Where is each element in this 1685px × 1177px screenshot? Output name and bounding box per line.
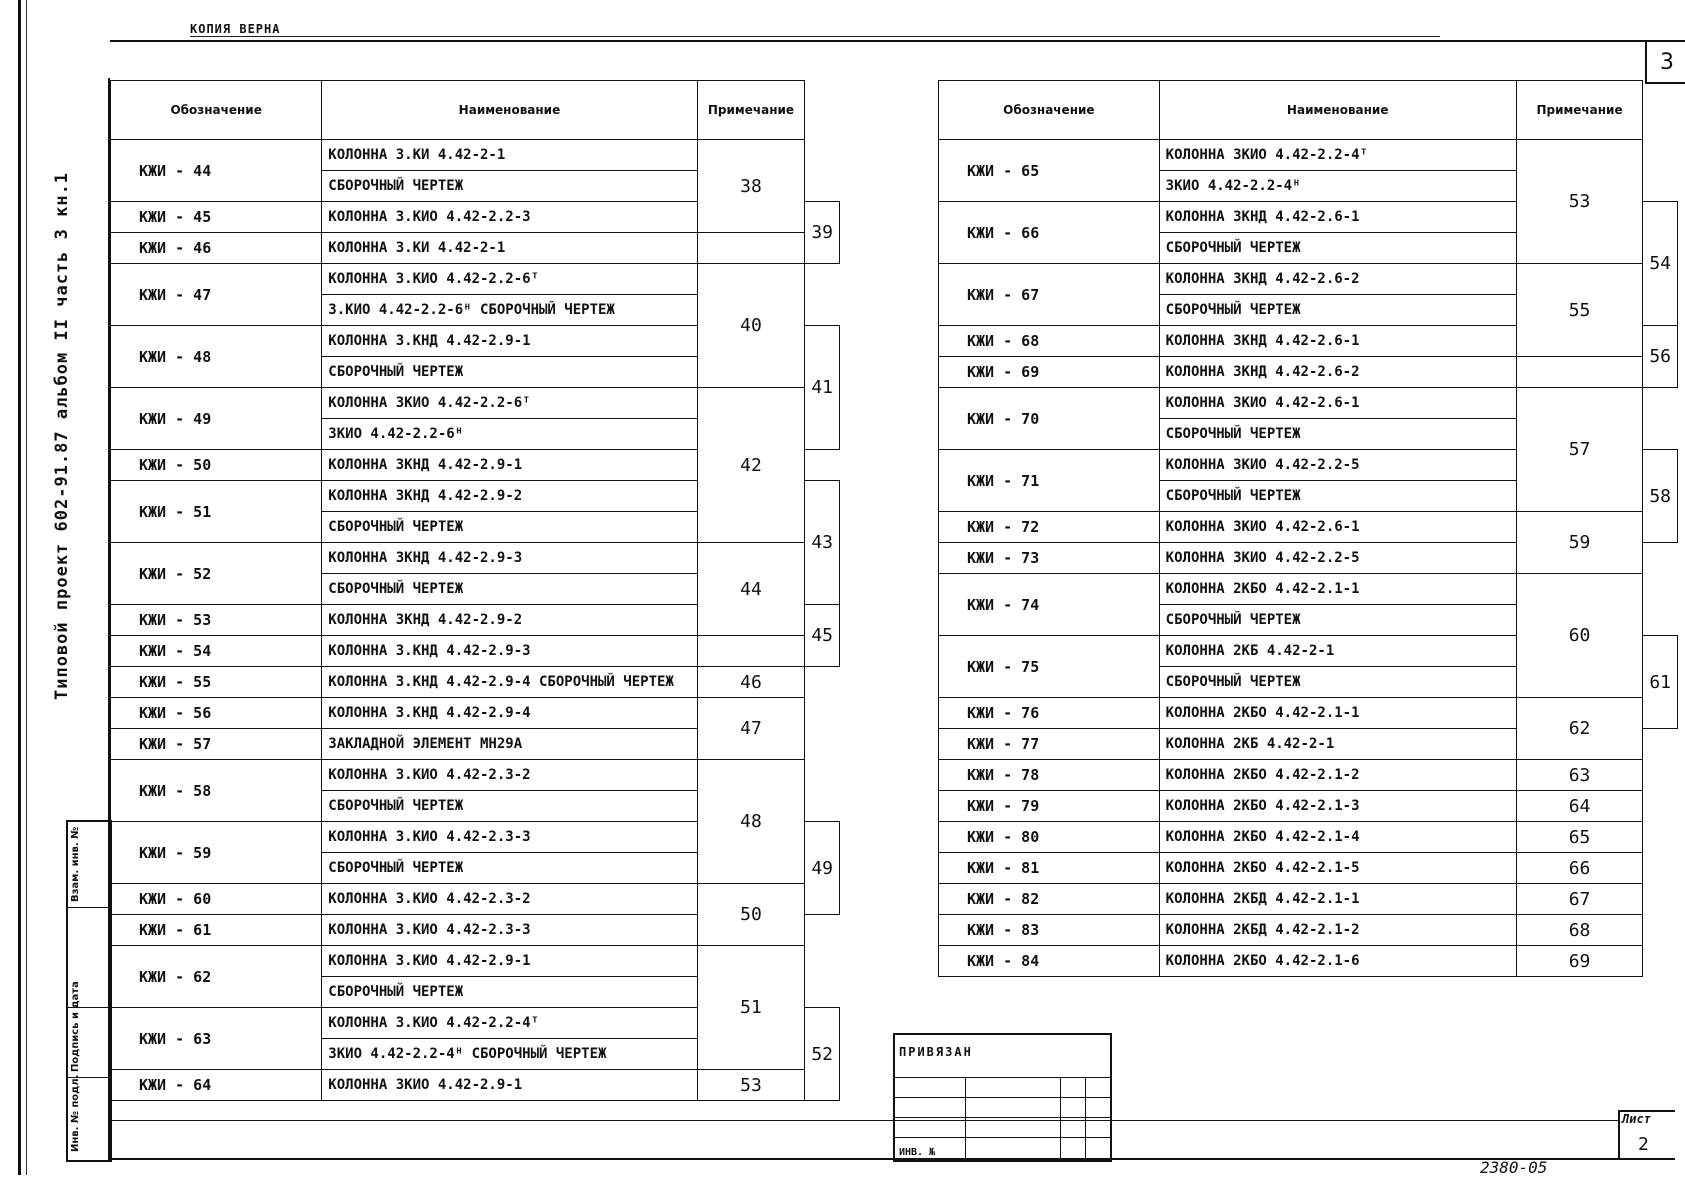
name-cell: СБОРОЧНЫЙ ЧЕРТЕЖ <box>322 357 697 388</box>
table-row <box>111 388 840 419</box>
name-cell: КОЛОННА 3КИО 4.42-2.9-1 <box>322 1070 697 1101</box>
note-cell: 39 <box>805 202 840 264</box>
name-cell: КОЛОННА 3КИО 4.42-2.2-6ᵀ <box>322 388 697 419</box>
designation-cell: КЖИ - 47 <box>111 264 322 326</box>
header-designation: Обозначение <box>111 81 322 140</box>
note-cell: 64 <box>1516 791 1643 822</box>
header-name: Наименование <box>1159 81 1516 140</box>
name-cell: СБОРОЧНЫЙ ЧЕРТЕЖ <box>322 977 697 1008</box>
note-cell: 61 <box>1643 636 1678 729</box>
name-cell: СБОРОЧНЫЙ ЧЕРТЕЖ <box>1159 295 1516 326</box>
note-cell: 59 <box>1516 512 1643 574</box>
name-cell: КОЛОННА 3КИО 4.42-2.6-1 <box>1159 512 1516 543</box>
note-cell: 58 <box>1643 450 1678 543</box>
designation-cell: КЖИ - 52 <box>111 543 322 605</box>
table-row <box>939 946 1678 977</box>
name-cell: СБОРОЧНЫЙ ЧЕРТЕЖ <box>322 512 697 543</box>
name-cell: СБОРОЧНЫЙ ЧЕРТЕЖ <box>1159 233 1516 264</box>
designation-cell: КЖИ - 79 <box>939 791 1160 822</box>
page-number: 3 <box>1645 40 1685 84</box>
note-cell: 41 <box>805 326 840 450</box>
designation-cell: КЖИ - 60 <box>111 884 322 915</box>
note-cell: 51 <box>697 946 805 1070</box>
designation-cell: КЖИ - 53 <box>111 605 322 636</box>
designation-cell: КЖИ - 57 <box>111 729 322 760</box>
sheet-number-box <box>1618 1110 1675 1160</box>
attachment-stamp <box>893 1033 1112 1162</box>
name-cell: КОЛОННА 3.КИО 4.42-2.2-6ᵀ <box>322 264 697 295</box>
table-row <box>111 884 840 915</box>
table-row <box>939 264 1678 295</box>
note-cell: 48 <box>697 760 805 884</box>
note-cell: 53 <box>1516 140 1643 264</box>
name-cell: КОЛОННА 3.КИО 4.42-2.3-2 <box>322 760 697 791</box>
designation-cell: КЖИ - 72 <box>939 512 1160 543</box>
designation-cell: КЖИ - 69 <box>939 357 1160 388</box>
table-row <box>939 140 1678 171</box>
table-row <box>111 667 840 698</box>
table-row <box>111 946 840 977</box>
name-cell: КОЛОННА 2КБО 4.42-2.1-1 <box>1159 698 1516 729</box>
table-row <box>111 264 840 295</box>
designation-cell: КЖИ - 59 <box>111 822 322 884</box>
designation-cell: КЖИ - 58 <box>111 760 322 822</box>
table-row <box>111 760 840 791</box>
note-cell: 38 <box>697 140 805 233</box>
designation-cell: КЖИ - 50 <box>111 450 322 481</box>
note-cell: 62 <box>1516 698 1643 760</box>
table-row <box>111 233 840 264</box>
name-cell: СБОРОЧНЫЙ ЧЕРТЕЖ <box>322 171 697 202</box>
designation-cell: КЖИ - 82 <box>939 884 1160 915</box>
name-cell: СБОРОЧНЫЙ ЧЕРТЕЖ <box>322 791 697 822</box>
side-stamp-label-replace: Взам. инв. № <box>70 826 81 902</box>
name-cell: КОЛОННА 2КБО 4.42-2.1-1 <box>1159 574 1516 605</box>
designation-cell: КЖИ - 44 <box>111 140 322 202</box>
table-row <box>939 698 1678 729</box>
table-row <box>111 698 840 729</box>
note-cell: 52 <box>805 1008 840 1101</box>
sheet-border-left-inner <box>26 0 27 1175</box>
table-row <box>939 388 1678 419</box>
name-cell: КОЛОННА 2КБО 4.42-2.1-4 <box>1159 822 1516 853</box>
designation-cell: КЖИ - 45 <box>111 202 322 233</box>
designation-cell: КЖИ - 71 <box>939 450 1160 512</box>
name-cell: КОЛОННА 3КИО 4.42-2.2-5 <box>1159 450 1516 481</box>
note-cell: 45 <box>805 605 840 667</box>
table-row <box>939 791 1678 822</box>
header-designation: Обозначение <box>939 81 1160 140</box>
designation-cell: КЖИ - 62 <box>111 946 322 1008</box>
table-row <box>111 140 840 171</box>
right-spec-table <box>938 80 1678 977</box>
designation-cell: КЖИ - 51 <box>111 481 322 543</box>
name-cell: КОЛОННА 3.КИО 4.42-2.2-4ᵀ <box>322 1008 697 1039</box>
table-row <box>111 543 840 574</box>
designation-cell: КЖИ - 68 <box>939 326 1160 357</box>
note-cell: 50 <box>697 884 805 946</box>
name-cell: КОЛОННА 2КБД 4.42-2.1-1 <box>1159 884 1516 915</box>
note-cell: 43 <box>805 481 840 605</box>
sheet-border-left <box>18 0 21 1175</box>
document-code: 2380-05 <box>1480 1158 1548 1177</box>
note-cell: 65 <box>1516 822 1643 853</box>
designation-cell: КЖИ - 49 <box>111 388 322 450</box>
table-row <box>939 512 1678 543</box>
name-cell: КОЛОННА 3.КИО 4.42-2.3-3 <box>322 915 697 946</box>
name-cell: КОЛОННА 3.КИО 4.42-2.3-3 <box>322 822 697 853</box>
top-rule <box>190 36 1440 37</box>
note-cell: 46 <box>697 667 805 698</box>
name-cell: КОЛОННА 3.КИО 4.42-2.3-2 <box>322 884 697 915</box>
designation-cell: КЖИ - 65 <box>939 140 1160 202</box>
name-cell: КОЛОННА 2КБД 4.42-2.1-2 <box>1159 915 1516 946</box>
name-cell: КОЛОННА 3КНД 4.42-2.9-1 <box>322 450 697 481</box>
note-cell: 47 <box>697 698 805 760</box>
note-cell: 56 <box>1643 326 1678 388</box>
note-cell: 44 <box>697 543 805 636</box>
designation-cell: КЖИ - 76 <box>939 698 1160 729</box>
stamp-title: ПРИВЯЗАН <box>899 1045 973 1059</box>
name-cell: КОЛОННА 3.КИ 4.42-2-1 <box>322 233 697 264</box>
note-cell: 55 <box>1516 264 1643 357</box>
designation-cell: КЖИ - 78 <box>939 760 1160 791</box>
name-cell: КОЛОННА 3КНД 4.42-2.9-2 <box>322 605 697 636</box>
name-cell: КОЛОННА 3КНД 4.42-2.6-2 <box>1159 264 1516 295</box>
name-cell: ЗАКЛАДНОЙ ЭЛЕМЕНТ МН29А <box>322 729 697 760</box>
name-cell: КОЛОННА 2КБО 4.42-2.1-2 <box>1159 760 1516 791</box>
name-cell: 3КИО 4.42-2.2-4ᴴ СБОРОЧНЫЙ ЧЕРТЕЖ <box>322 1039 697 1070</box>
name-cell: СБОРОЧНЫЙ ЧЕРТЕЖ <box>322 574 697 605</box>
designation-cell: КЖИ - 73 <box>939 543 1160 574</box>
designation-cell: КЖИ - 67 <box>939 264 1160 326</box>
name-cell: КОЛОННА 3.КНД 4.42-2.9-4 <box>322 698 697 729</box>
designation-cell: КЖИ - 46 <box>111 233 322 264</box>
sheet-label: Лист <box>1622 1112 1651 1126</box>
name-cell: КОЛОННА 2КБО 4.42-2.1-3 <box>1159 791 1516 822</box>
table-row <box>939 853 1678 884</box>
name-cell: 3КИО 4.42-2.2-4ᴴ <box>1159 171 1516 202</box>
note-cell: 69 <box>1516 946 1643 977</box>
name-cell: СБОРОЧНЫЙ ЧЕРТЕЖ <box>1159 605 1516 636</box>
table-row <box>939 884 1678 915</box>
table-row <box>939 760 1678 791</box>
name-cell: КОЛОННА 3КИО 4.42-2.2-4ᵀ <box>1159 140 1516 171</box>
name-cell: КОЛОННА 3КИО 4.42-2.6-1 <box>1159 388 1516 419</box>
copy-stamp: КОПИЯ ВЕРНА <box>190 22 281 36</box>
note-cell: 66 <box>1516 853 1643 884</box>
side-stamp <box>66 820 112 1162</box>
side-stamp-label-sign: Подпись и дата <box>70 981 81 1072</box>
project-title-vertical: Типовой проект 602-91.87 альбом II часть 3 кн.1 <box>52 171 72 700</box>
note-cell: 57 <box>1516 388 1643 512</box>
name-cell: СБОРОЧНЫЙ ЧЕРТЕЖ <box>1159 481 1516 512</box>
name-cell: КОЛОННА 2КБ 4.42-2-1 <box>1159 729 1516 760</box>
designation-cell: КЖИ - 66 <box>939 202 1160 264</box>
designation-cell: КЖИ - 75 <box>939 636 1160 698</box>
header-note: Примечание <box>1516 81 1643 140</box>
designation-cell: КЖИ - 48 <box>111 326 322 388</box>
name-cell: КОЛОННА 3КНД 4.42-2.9-2 <box>322 481 697 512</box>
note-cell: 53 <box>697 1070 805 1101</box>
table-row <box>939 574 1678 605</box>
name-cell: 3КИО 4.42-2.2-6ᴴ <box>322 419 697 450</box>
note-cell: 42 <box>697 388 805 543</box>
designation-cell: КЖИ - 64 <box>111 1070 322 1101</box>
stamp-inv-label: ИНВ. № <box>899 1147 936 1158</box>
note-cell: 54 <box>1643 202 1678 326</box>
name-cell: КОЛОННА 3.КИ 4.42-2-1 <box>322 140 697 171</box>
sheet-number: 2 <box>1638 1134 1649 1155</box>
name-cell: КОЛОННА 3КНД 4.42-2.9-3 <box>322 543 697 574</box>
name-cell: КОЛОННА 3.КНД 4.42-2.9-1 <box>322 326 697 357</box>
name-cell: КОЛОННА 3.КИО 4.42-2.9-1 <box>322 946 697 977</box>
name-cell: КОЛОННА 3.КИО 4.42-2.2-3 <box>322 202 697 233</box>
name-cell: КОЛОННА 3КНД 4.42-2.6-1 <box>1159 326 1516 357</box>
name-cell: СБОРОЧНЫЙ ЧЕРТЕЖ <box>1159 419 1516 450</box>
name-cell: КОЛОННА 3.КНД 4.42-2.9-3 <box>322 636 697 667</box>
name-cell: КОЛОННА 3КНД 4.42-2.6-2 <box>1159 357 1516 388</box>
name-cell: КОЛОННА 3.КНД 4.42-2.9-4 СБОРОЧНЫЙ ЧЕРТЕЖ <box>322 667 697 698</box>
name-cell: КОЛОННА 3КИО 4.42-2.2-5 <box>1159 543 1516 574</box>
table-row <box>939 357 1678 388</box>
name-cell: 3.КИО 4.42-2.2-6ᴴ СБОРОЧНЫЙ ЧЕРТЕЖ <box>322 295 697 326</box>
table-row <box>111 636 840 667</box>
name-cell: СБОРОЧНЫЙ ЧЕРТЕЖ <box>322 853 697 884</box>
note-cell: 49 <box>805 822 840 915</box>
designation-cell: КЖИ - 80 <box>939 822 1160 853</box>
designation-cell: КЖИ - 84 <box>939 946 1160 977</box>
note-cell: 67 <box>1516 884 1643 915</box>
designation-cell: КЖИ - 81 <box>939 853 1160 884</box>
note-cell: 63 <box>1516 760 1643 791</box>
sheet-border-top <box>110 40 1685 42</box>
name-cell: КОЛОННА 2КБ 4.42-2-1 <box>1159 636 1516 667</box>
table-row <box>939 822 1678 853</box>
designation-cell: КЖИ - 77 <box>939 729 1160 760</box>
name-cell: СБОРОЧНЫЙ ЧЕРТЕЖ <box>1159 667 1516 698</box>
designation-cell: КЖИ - 55 <box>111 667 322 698</box>
side-stamp-label-inv: Инв. № подл. <box>70 1074 81 1152</box>
designation-cell: КЖИ - 54 <box>111 636 322 667</box>
designation-cell: КЖИ - 70 <box>939 388 1160 450</box>
header-note: Примечание <box>697 81 805 140</box>
note-cell: 68 <box>1516 915 1643 946</box>
designation-cell: КЖИ - 63 <box>111 1008 322 1070</box>
name-cell: КОЛОННА 2КБО 4.42-2.1-6 <box>1159 946 1516 977</box>
left-spec-table <box>110 80 840 1101</box>
note-cell: 60 <box>1516 574 1643 698</box>
name-cell: КОЛОННА 3КНД 4.42-2.6-1 <box>1159 202 1516 233</box>
designation-cell: КЖИ - 83 <box>939 915 1160 946</box>
designation-cell: КЖИ - 56 <box>111 698 322 729</box>
note-cell: 40 <box>697 264 805 388</box>
table-row <box>939 915 1678 946</box>
name-cell: КОЛОННА 2КБО 4.42-2.1-5 <box>1159 853 1516 884</box>
designation-cell: КЖИ - 61 <box>111 915 322 946</box>
designation-cell: КЖИ - 74 <box>939 574 1160 636</box>
header-name: Наименование <box>322 81 697 140</box>
bottom-rule <box>108 1120 1618 1121</box>
table-row <box>111 1070 840 1101</box>
